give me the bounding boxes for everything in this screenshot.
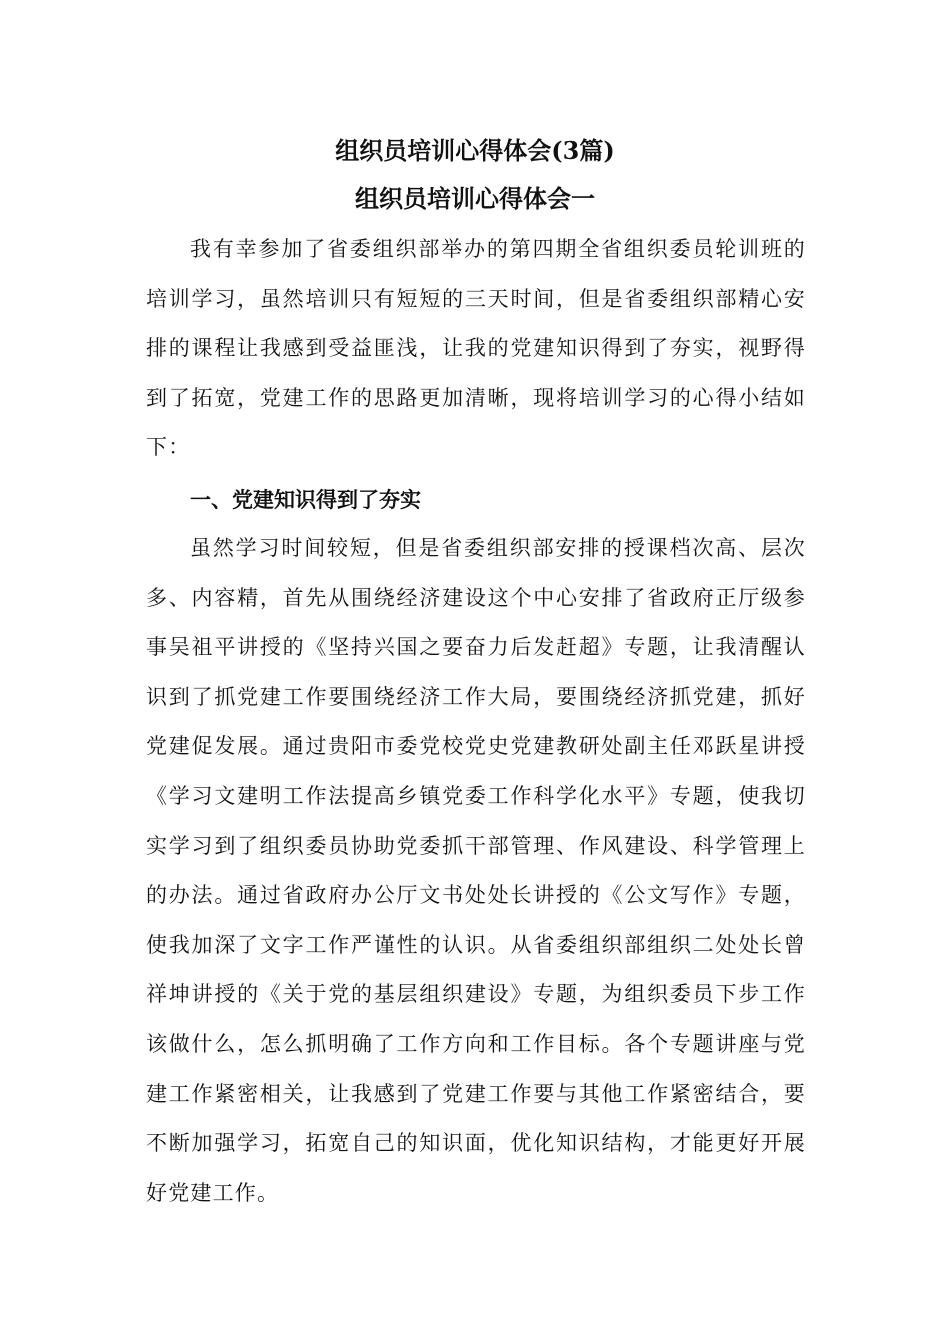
document-subtitle: 组织员培训心得体会一 <box>355 184 595 213</box>
document-title: 组织员培训心得体会(3篇) <box>335 136 615 165</box>
section-heading-1: 一、党建知识得到了夯实 <box>190 487 421 512</box>
paragraph-intro: 我有幸参加了省委组织部举办的第四期全省组织委员轮训班的培训学习，虽然培训只有短短的三天时间，但是省委组织部精心安排的课程让我感到受益匪浅，让我的党建知识得到了夯实，视野得到了拓宽，党建工作的思路更加清晰，现将培训学习的心得小结如下： <box>146 237 806 460</box>
paragraph-section-1: 虽然学习时间较短，但是省委组织部安排的授课档次高、层次多、内容精，首先从围绕经济建设这个中心安排了省政府正厅级参事吴祖平讲授的《坚持兴国之要奋力后发赶超》专题，让我清醒认识到了抓党建工作要围绕经济工作大局，要围绕经济抓党建，抓好党建促发展。通过贵阳市委党校党史党建教研处副主任邓跃星讲授《学习文建明工作法提高乡镇党委工作科学化水平》专题，使我切实学习到了组织委员协助党委抓干部管理、作风建设、科学管理上的办法。通过省政府办公厅文书处处长讲授的《公文写作》专题，使我加深了文字工作严谨性的认识。从省委组织部组织二处处长曾祥坤讲授的《关于党的基层组织建设》专题，为组织委员下步工作该做什么，怎么抓明确了工作方向和工作目标。各个专题讲座与党建工作紧密相关，让我感到了党建工作要与其他工作紧密结合，要不断加强学习，拓宽自己的知识面，优化知识结构，才能更好开展好党建工作。 <box>146 536 806 1205</box>
